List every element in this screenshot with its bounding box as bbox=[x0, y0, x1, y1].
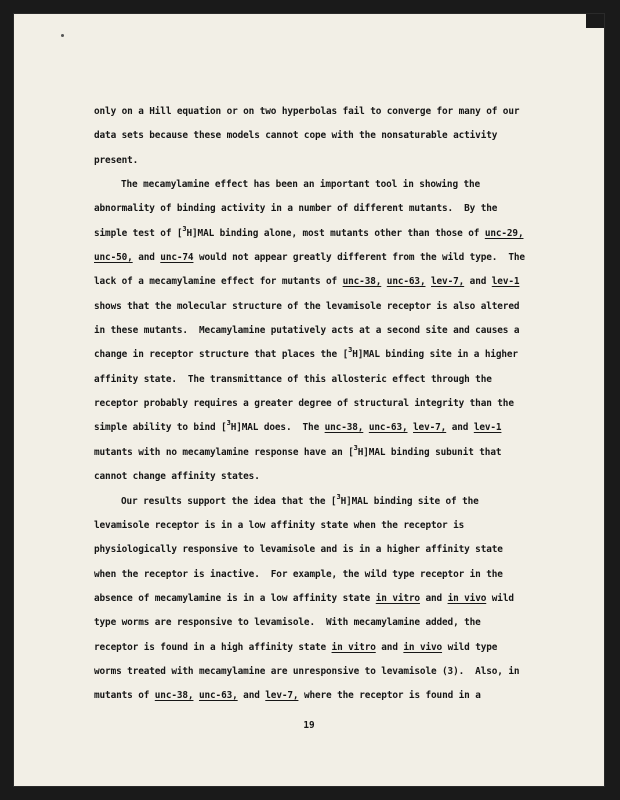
underlined-term: unc-29, bbox=[484, 227, 524, 239]
superscript: 3 bbox=[182, 224, 187, 233]
underlined-term: unc-63, bbox=[368, 422, 408, 434]
text-run: only on a Hill equation or on two hyperbolas fail to converge for many of our bbox=[94, 106, 520, 117]
text-run: The mecamylamine effect has been an important tool in showing the bbox=[121, 179, 481, 191]
text-run: present. bbox=[94, 154, 139, 166]
text-run: in these mutants. Mecamylamine putatively acts at a second site and causes a bbox=[94, 325, 520, 337]
superscript: 3 bbox=[336, 492, 341, 501]
underlined-term: lev-1 bbox=[491, 276, 520, 288]
text-run: worms treated with mecamylamine are unresponsive to levamisole (3). Also, in bbox=[94, 665, 520, 677]
text-run: physiologically responsive to levamisole and is in a higher affinity state bbox=[94, 544, 503, 556]
underlined-term: in vivo bbox=[447, 592, 487, 604]
text-run: Our results support the idea that the [ bbox=[121, 495, 337, 507]
text-run: data sets because these models cannot cope with the nonsaturable activity bbox=[94, 130, 498, 142]
text-run: lack of a mecamylamine effect for mutants of bbox=[94, 276, 343, 288]
superscript: 3 bbox=[226, 419, 231, 428]
text-run: affinity state. The transmittance of this allosteric effect through the bbox=[94, 373, 492, 385]
underlined-term: unc-63, bbox=[386, 276, 426, 288]
text-run: H]MAL binding alone, most mutants other than those of bbox=[186, 227, 485, 239]
text-run: receptor is found in a high affinity state bbox=[94, 641, 332, 653]
underlined-term: in vitro bbox=[375, 592, 420, 604]
text-line bbox=[94, 587, 554, 611]
text-line bbox=[94, 295, 554, 319]
text-line bbox=[94, 343, 554, 367]
underlined-term: lev-7, bbox=[431, 276, 465, 288]
underlined-term: unc-38, bbox=[342, 276, 382, 288]
text-run: where the receptor is found in a bbox=[298, 690, 481, 702]
text-run: H]MAL does. The bbox=[230, 422, 325, 434]
page-number: 19 bbox=[303, 720, 315, 731]
text-run: change in receptor structure that places the [ bbox=[94, 349, 349, 361]
text-run: simple ability to bind [ bbox=[94, 422, 227, 434]
text-line bbox=[94, 392, 554, 416]
text-run: shows that the molecular structure of the levamisole receptor is also altered bbox=[94, 300, 520, 312]
text-line bbox=[94, 514, 554, 538]
page-corner-notch bbox=[586, 14, 604, 28]
text-line bbox=[94, 149, 554, 173]
text-run: mutants of bbox=[94, 690, 155, 702]
text-line bbox=[94, 490, 554, 514]
underlined-term: lev-7, bbox=[265, 690, 299, 702]
text-line bbox=[94, 416, 554, 440]
text-line bbox=[94, 270, 554, 294]
text-line bbox=[94, 319, 554, 343]
text-run: and bbox=[446, 422, 474, 434]
text-run: H]MAL binding subunit that bbox=[357, 446, 502, 458]
underlined-term: in vivo bbox=[403, 641, 443, 653]
underlined-term: lev-1 bbox=[473, 422, 502, 434]
text-run: cannot change affinity states. bbox=[94, 471, 260, 483]
underlined-term: in vitro bbox=[331, 641, 376, 653]
text-line bbox=[94, 173, 554, 197]
text-line bbox=[94, 465, 554, 489]
text-line bbox=[94, 660, 554, 684]
document-page bbox=[14, 14, 604, 786]
text-line bbox=[94, 222, 554, 246]
text-run: mutants with no mecamylamine response have an [ bbox=[94, 446, 354, 458]
text-run: wild bbox=[486, 592, 514, 604]
text-run: abnormality of binding activity in a number of different mutants. By the bbox=[94, 203, 498, 215]
underlined-term: lev-7, bbox=[413, 422, 447, 434]
text-run: and bbox=[419, 592, 448, 604]
text-run: H]MAL binding site in a higher bbox=[352, 349, 518, 361]
text-run: and bbox=[237, 690, 266, 702]
text-run: and bbox=[464, 276, 492, 288]
text-run: wild type bbox=[442, 641, 498, 653]
text-run: H]MAL binding site of the bbox=[340, 495, 479, 507]
text-run: absence of mecamylamine is in a low affinity state bbox=[94, 592, 376, 604]
text-run: and bbox=[375, 641, 404, 653]
underlined-term: unc-38, bbox=[324, 422, 364, 434]
text-line bbox=[94, 538, 554, 562]
text-line bbox=[94, 368, 554, 392]
underlined-term: unc-50, bbox=[94, 252, 133, 264]
text-line bbox=[94, 611, 554, 635]
text-run: and bbox=[132, 252, 161, 264]
text-line bbox=[94, 563, 554, 587]
underlined-term: unc-63, bbox=[198, 690, 238, 702]
text-line bbox=[94, 100, 554, 124]
text-run: receptor probably requires a greater degree of structural integrity than the bbox=[94, 398, 514, 410]
text-run: simple test of [ bbox=[94, 227, 183, 239]
superscript: 3 bbox=[348, 346, 353, 355]
text-line bbox=[94, 684, 554, 708]
text-line bbox=[94, 441, 554, 465]
underlined-term: unc-38, bbox=[154, 690, 194, 702]
text-line bbox=[94, 197, 554, 221]
text-line bbox=[94, 246, 554, 270]
text-run: when the receptor is inactive. For example, the wild type receptor in the bbox=[94, 568, 503, 580]
underlined-term: unc-74 bbox=[160, 252, 194, 264]
text-run: levamisole receptor is in a low affinity state when the receptor is bbox=[94, 519, 465, 531]
text-line bbox=[94, 124, 554, 148]
speck bbox=[61, 34, 64, 37]
text-run: type worms are responsive to levamisole. With mecamylamine added, the bbox=[94, 617, 481, 629]
text-line bbox=[94, 636, 554, 660]
superscript: 3 bbox=[353, 443, 358, 452]
text-run: would not appear greatly different from the wild type. The bbox=[193, 252, 525, 264]
body-text bbox=[94, 100, 554, 709]
